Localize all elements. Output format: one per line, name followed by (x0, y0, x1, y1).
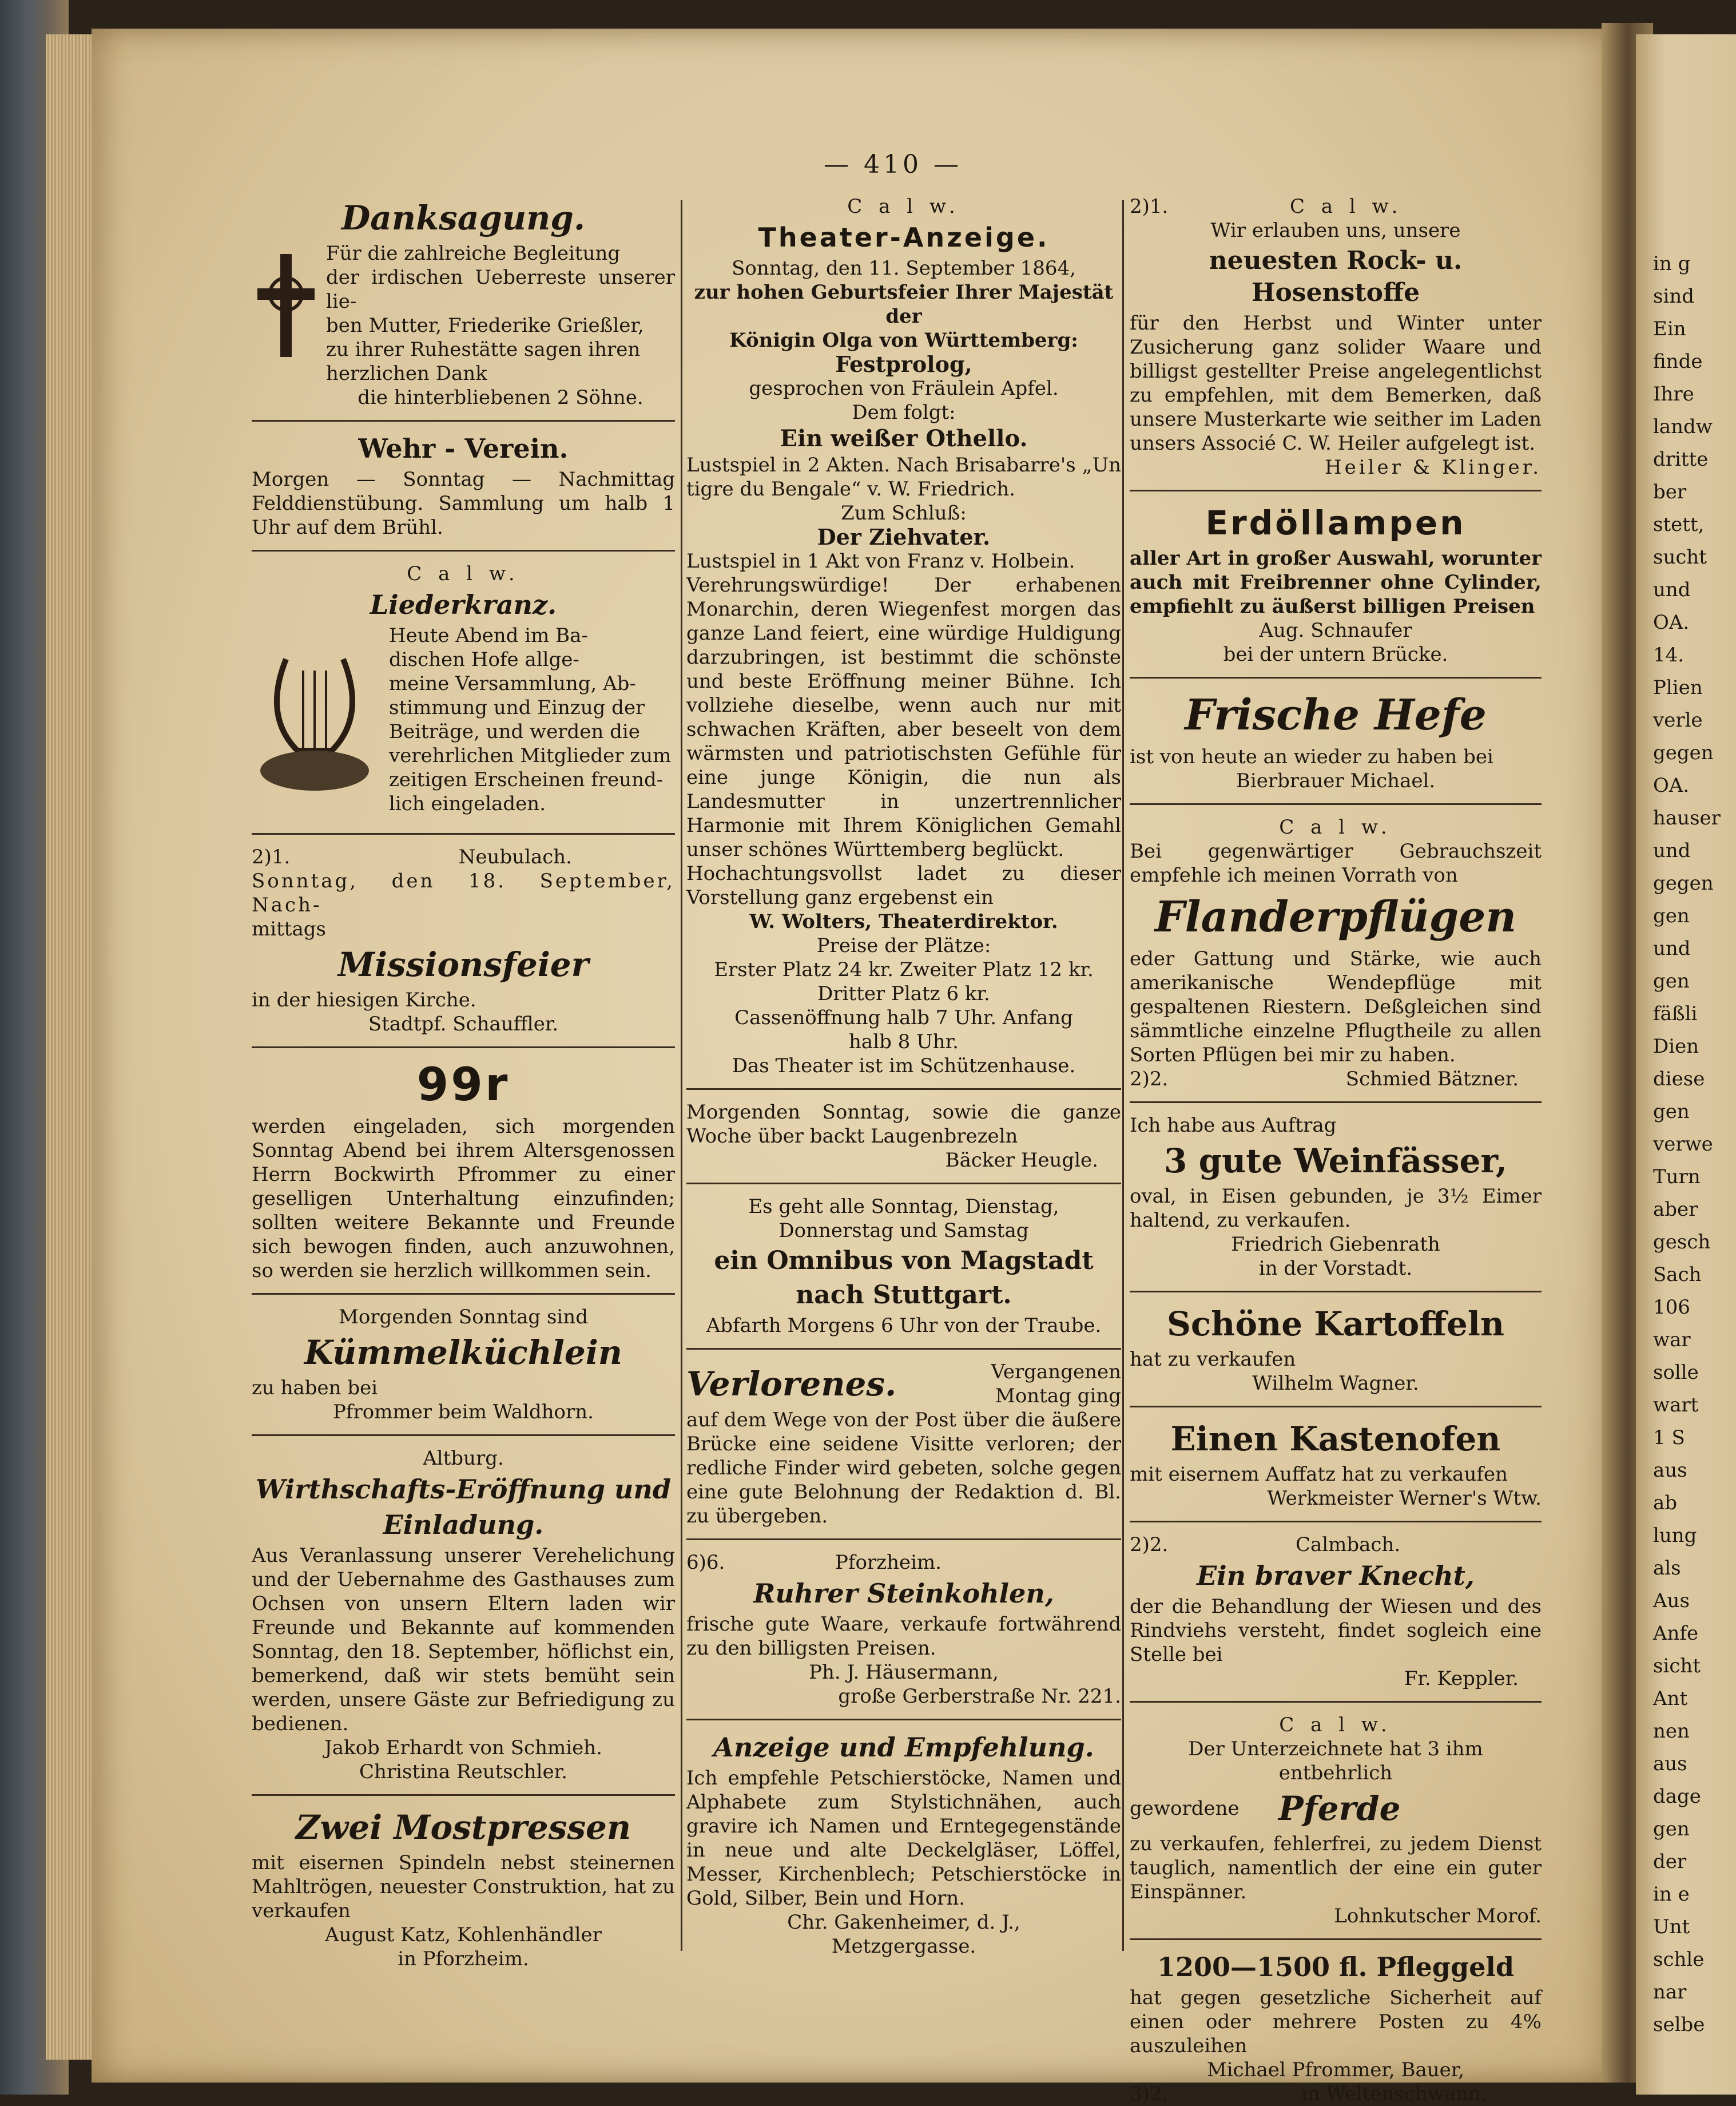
ad-liederkranz (252, 562, 675, 816)
facing-page-text-fragment: Ein (1653, 318, 1686, 340)
ad-text: aller Art in großer Auswahl, worunter auch mit Freibrenner ohne Cylinder, empfiehlt zu äußerst billigen Preisen (1130, 547, 1542, 618)
ad-signature: Metzgergasse. (831, 1935, 976, 1958)
ad-text: zur hohen Geburtsfeier Ihrer Majestät der (694, 281, 1114, 328)
ad-signature: die hinterbliebenen 2 Söhne. (357, 386, 643, 409)
facing-page-text-fragment: Unt (1653, 1915, 1690, 1938)
ad-text: in der hiesigen Kirche. (252, 989, 476, 1012)
ad-title: Wehr - Verein. (358, 433, 569, 464)
ad-99r (252, 1058, 675, 1283)
facing-page-text-fragment: verle (1653, 709, 1703, 732)
ad-title: nach Stuttgart. (796, 1280, 1012, 1310)
ad-pfleggeld (1130, 1950, 1542, 2106)
ad-text: Verehrungswürdige! Der erhabenen Monarchin, deren Wiegenfest morgen das ganze Land feiert, eine würdige Huldigung darzubringen, ist bestimmt die schönste und beste Eröffnung meiner Bühne. Ich vollziehe dieselbe, wenn auch nur mit schwachen Kräften, aber beseelt von dem wärmsten und patriotischsten Gefühle für eine junge Königin, die nun als Landesmutter in unzertrennlicher Harmonie mit Ihrem Königlichen Gemahl unser schönes Württemberg beglückt. (686, 574, 1121, 861)
ad-tag: 6)6. (686, 1551, 725, 1574)
ad-text: oval, in Eisen gebunden, je 3½ Eimer haltend, zu verkaufen. (1130, 1185, 1542, 1232)
ad-text: mit eisernen Spindeln nebst steinernen Mahltrögen, neuester Construktion, hat zu verkaufen (252, 1851, 675, 1922)
ad-text: Das Theater ist im Schützenhause. (732, 1054, 1076, 1077)
facing-page-text-fragment: aus (1653, 1752, 1687, 1775)
divider (252, 1046, 675, 1048)
facing-page-text-fragment: Ant (1653, 1687, 1688, 1710)
ad-kastenofen (1130, 1418, 1542, 1510)
ad-text: Donnerstag und Samstag (778, 1219, 1029, 1242)
ad-text: frische gute Waare, verkaufe fortwährend zu den billigsten Preisen. (686, 1613, 1121, 1660)
ad-text: Morgenden Sonntag, sowie die ganze Woche über backt Laugenbrezeln (686, 1101, 1121, 1148)
facing-page-text-fragment: 1 S (1653, 1426, 1685, 1449)
divider (1130, 490, 1542, 491)
facing-page-text-fragment: gen (1653, 905, 1690, 927)
ad-kuemmelkuechlein (252, 1305, 675, 1424)
text-line: dischen Hofe allge- (389, 648, 579, 671)
ad-title: Anzeige und Empfehlung. (713, 1732, 1094, 1763)
ad-title: Verlorenes. (686, 1365, 897, 1403)
lyre-icon (252, 636, 378, 796)
ad-title: ein Omnibus von Magstadt (714, 1246, 1094, 1275)
ad-text: eder Gattung und Stärke, wie auch amerikanische Wendepflüge mit gespaltenen Riestern. Deßgleichen sind sämmtliche einzelne Pflugtheile zu allen Sorten Pflügen bei mir zu haben. (1130, 947, 1542, 1066)
ad-signature: bei der untern Brücke. (1223, 643, 1448, 666)
text-line: der irdischen Ueberreste unserer lie- (326, 266, 675, 313)
ad-weinfaesser (1130, 1113, 1542, 1280)
ad-text: Erster Platz 24 kr. Zweiter Platz 12 kr. (714, 958, 1094, 981)
ad-text: Morgenden Sonntag sind (339, 1306, 588, 1328)
ad-text: mittags (252, 918, 326, 941)
ad-signature: Michael Pfrommer, Bauer, (1206, 2059, 1465, 2081)
ad-title: Schöne Kartoffeln (1166, 1304, 1505, 1343)
ad-text: gesprochen von Fräulein Apfel. (749, 377, 1059, 400)
facing-page-text-fragment: landw (1653, 415, 1713, 438)
ad-omnibus (686, 1195, 1121, 1338)
place-heading: C a l w. (1279, 816, 1392, 839)
ad-signature: Wilhelm Wagner. (1252, 1372, 1419, 1395)
ad-text: Königin Olga von Württemberg: (729, 329, 1078, 352)
ad-text: für den Herbst und Winter unter Zusicherung ganz solider Waare und billigst gestellter Preise angelegentlichst zu empfehlen, mit dem Bemerken, daß unsere Musterkarte wie seither im Laden unsers Associé C. W. Heiler aufgelegt ist. (1130, 312, 1542, 455)
ad-signature: August Katz, Kohlenhändler (325, 1923, 602, 1946)
ad-text: Lustspiel in 1 Akt von Franz v. Holbein. (686, 550, 1075, 573)
ad-signature: Friedrich Giebenrath (1231, 1233, 1440, 1256)
ad-signature: W. Wolters, Theaterdirektor. (749, 910, 1058, 933)
ad-signature: in Pforzheim. (398, 1948, 529, 1970)
facing-page-text-fragment: 106 (1653, 1296, 1690, 1319)
ad-title: 3 gute Weinfässer, (1164, 1141, 1507, 1180)
ad-title: 99r (416, 1058, 510, 1111)
divider (686, 1538, 1121, 1540)
ad-erdoellampen (1130, 502, 1542, 667)
divider (686, 1183, 1121, 1184)
ad-signature: Schmied Bätzner. (1345, 1068, 1519, 1090)
facing-page-text-fragment: ab (1653, 1492, 1678, 1514)
text-line: Heute Abend im Ba- (389, 624, 588, 647)
ad-title: Danksagung. (341, 199, 586, 237)
ad-title: Erdöllampen (1205, 503, 1466, 542)
ad-pferde (1130, 1713, 1542, 1928)
text-line: zu ihrer Ruhestätte sagen ihren (326, 338, 641, 361)
ad-theater (686, 195, 1121, 1078)
text-line: verehrlichen Mitglieder zum (389, 744, 672, 767)
ad-text: der die Behandlung der Wiesen und des Rindviehs versteht, findet sogleich eine Stelle bei (1130, 1595, 1542, 1666)
facing-page-text-fragment: selbe (1653, 2013, 1705, 2036)
facing-page-text-fragment: stett, (1653, 513, 1705, 536)
column-3 (1130, 195, 1542, 2106)
place-heading: C a l w. (1290, 195, 1403, 218)
ad-title: Ein braver Knecht, (1197, 1560, 1475, 1591)
divider (1130, 1521, 1542, 1522)
facing-page-text-fragment: lung (1653, 1524, 1697, 1547)
text-line: ben Mutter, Friederike Grießler, (326, 314, 644, 337)
place-heading: C a l w. (1279, 1714, 1392, 1736)
ad-title: Kümmelküchlein (304, 1333, 622, 1372)
ad-text: hat gegen gesetzliche Sicherheit auf einen oder mehrere Posten zu 4% auszuleihen (1130, 1986, 1542, 2057)
facing-page-text-fragment: schle (1653, 1948, 1705, 1971)
facing-page-text-fragment: wart (1653, 1394, 1699, 1417)
divider (686, 1088, 1121, 1090)
facing-page-text-fragment: und (1653, 578, 1691, 601)
place-heading: Calmbach. (1296, 1533, 1401, 1556)
divider (686, 1719, 1121, 1720)
ad-text: Abfarth Morgens 6 Uhr von der Traube. (706, 1314, 1102, 1337)
ad-text: halb 8 Uhr. (849, 1030, 959, 1053)
facing-page-text-fragment: dage (1653, 1785, 1701, 1808)
facing-page-text-fragment: nar (1653, 1981, 1687, 2004)
column-2 (686, 195, 1121, 1958)
divider (686, 1348, 1121, 1350)
facing-page-text-fragment: sicht (1653, 1655, 1701, 1677)
ad-text: Aus Veranlassung unserer Verehelichung und der Uebernahme des Gasthauses zum Ochsen von unsern Eltern laden wir Freunde und Bekannte auf kommenden Sonntag, den 18. September, höflichst ein, bemerkend, daß wir stets bemüht sein werden, unsere Gäste zur Befriedigung zu bedienen. (252, 1544, 675, 1735)
ad-subtitle: Ein weißer Othello. (780, 425, 1028, 452)
ad-subtitle: Festprolog, (835, 351, 972, 377)
ad-anzeige-empfehlung (686, 1731, 1121, 1958)
facing-page-text-fragment: war (1653, 1328, 1691, 1351)
divider (252, 1434, 675, 1436)
ad-danksagung (252, 197, 675, 410)
ad-text: Sonntag, den 11. September 1864, (732, 257, 1076, 280)
ad-text: Dem folgt: (852, 401, 956, 424)
facing-page-text-fragment: hauser (1653, 807, 1721, 830)
text-line: stimmung und Einzug der (389, 696, 645, 719)
ad-signature: Bierbrauer Michael. (1236, 770, 1436, 792)
divider (252, 1293, 675, 1295)
ad-signature: Heiler & Klinger. (1324, 456, 1542, 479)
ad-wehr-verein (252, 432, 675, 540)
divider (1130, 1701, 1542, 1703)
ad-signature: Christina Reutschler. (359, 1760, 567, 1783)
page-number: — 410 — (824, 150, 962, 179)
facing-page-text-fragment: gegen (1653, 741, 1714, 764)
divider (1130, 1938, 1542, 1940)
ad-mostpressen (252, 1806, 675, 1971)
facing-page-text-fragment: finde (1653, 350, 1703, 373)
text-line: herzlichen Dank (326, 362, 487, 385)
facing-page-text-fragment: der (1653, 1850, 1687, 1873)
ad-text: Es geht alle Sonntag, Dienstag, (748, 1195, 1059, 1218)
ad-title: Missionsfeier (337, 945, 589, 984)
ad-text: Zum Schluß: (841, 502, 967, 525)
ad-steinkohlen (686, 1550, 1121, 1708)
ad-text: ist von heute an wieder zu haben bei (1130, 745, 1493, 768)
ad-signature: Jakob Erhardt von Schmieh. (324, 1736, 602, 1759)
ad-title: 1200—1500 fl. Pfleggeld (1157, 1952, 1515, 1982)
place-heading: C a l w. (407, 562, 520, 585)
facing-page-text-fragment: sucht (1653, 546, 1707, 569)
ad-stoffe (1130, 195, 1542, 479)
place-heading: Altburg. (423, 1447, 504, 1470)
ad-signature: Stadtpf. Schauffler. (368, 1013, 559, 1036)
ad-signature: Werkmeister Werner's Wtw. (1267, 1487, 1542, 1510)
facing-page-text-fragment: aber (1653, 1198, 1698, 1221)
ad-signature: Fr. Keppler. (1404, 1667, 1519, 1690)
ad-text: Preise der Plätze: (816, 934, 991, 957)
ad-signature: Chr. Gakenheimer, d. J., (787, 1911, 1020, 1934)
facing-page-text-fragment: in g (1653, 252, 1691, 275)
ad-text: hat zu verkaufen (1130, 1348, 1296, 1371)
facing-page-text-fragment: gen (1653, 1100, 1690, 1123)
column-rule (681, 200, 682, 1951)
facing-page-text-fragment: Sach (1653, 1263, 1702, 1286)
facing-page-text-fragment: Aus (1653, 1589, 1690, 1612)
facing-page-text-fragment: gesch (1653, 1231, 1711, 1254)
ad-text: Ich empfehle Petschierstöcke, Namen und Alphabete zum Stylstichnähen, auch gravire ich Namen und Erntegegenstände in neue und alte Deckelgläser, Löffel, Messer, Kirchenblech; Petschierstöcke in Gold, Silber, Bein und Horn. (686, 1767, 1121, 1910)
facing-page-text-fragment: ber (1653, 481, 1687, 503)
divider (252, 833, 675, 835)
ad-signature: Lohnkutscher Morof. (1334, 1905, 1542, 1927)
ad-laugenbrezeln (686, 1100, 1121, 1172)
facing-page-text-fragment: fäßli (1653, 1002, 1698, 1025)
ad-signature: Ph. J. Häusermann, (809, 1661, 999, 1684)
place-heading: Pforzheim. (835, 1551, 942, 1574)
divider (1130, 1101, 1542, 1103)
text-line: Beiträge, und werden die (389, 720, 640, 743)
ad-knecht (1130, 1533, 1542, 1691)
ad-tag: 2)1. (1130, 195, 1169, 218)
ad-title: Frische Hefe (1185, 691, 1487, 740)
ad-title: Zwei Mostpressen (295, 1808, 631, 1847)
ad-missionsfeier (252, 845, 675, 1036)
text-line: meine Versammlung, Ab- (389, 672, 636, 695)
divider (1130, 1406, 1542, 1407)
divider (252, 550, 675, 552)
ad-pfluege (1130, 815, 1542, 1091)
ad-text: Vergangenen (991, 1361, 1121, 1383)
facing-page-text-fragment: aus (1653, 1459, 1687, 1482)
ad-title: Flanderpflügen (1154, 893, 1517, 942)
facing-page-text-fragment: als (1653, 1557, 1681, 1580)
ad-text: Sonntag, den 18. September, Nach- (252, 870, 675, 917)
ad-tag: 2)2. (1130, 1533, 1169, 1556)
facing-page-text-fragment: Dien (1653, 1035, 1699, 1058)
column-rule (1122, 200, 1124, 1951)
facing-page-text-fragment: Anfe (1653, 1622, 1699, 1645)
facing-page-text-fragment: Turn (1653, 1165, 1701, 1188)
ad-title: neuesten Rock- u. Hosenstoffe (1209, 246, 1463, 307)
ad-signature: Aug. Schnaufer (1259, 619, 1412, 642)
divider (252, 420, 675, 422)
ad-signature: Bäcker Heugle. (945, 1149, 1098, 1172)
facing-page-text-fragment: und (1653, 839, 1691, 862)
ad-text: auf dem Wege von der Post über die äußere Brücke eine seidene Visitte verloren; der redliche Finder wird gebeten, solche gegen eine gute Belohnung der Redaktion d. Bl. zu übergeben. (686, 1409, 1121, 1528)
ad-title: Pferde (1278, 1789, 1401, 1828)
ad-text: Dritter Platz 6 kr. (817, 982, 990, 1005)
ad-text: werden eingeladen, sich morgenden Sonntag Abend bei ihrem Altersgenossen Herrn Bockwirth Pfrommer zu einer geselligen Unterhaltung einzufinden; sollten weitere Bekannte und Freunde sich bewogen finden, auch anzuwohnen, so werden sie herzlich willkommen sein. (252, 1115, 675, 1282)
ad-title: Einladung. (383, 1509, 544, 1540)
ad-text: Bei gegenwärtiger Gebrauchszeit empfehle ich meinen Vorrath von (1130, 840, 1542, 887)
ad-signature: in der Vorstadt. (1258, 1257, 1413, 1280)
facing-page-text-fragment: 14. (1653, 644, 1685, 667)
facing-page-text-fragment: Plien (1653, 676, 1703, 699)
facing-page (1636, 34, 1736, 2095)
facing-page-text-fragment: solle (1653, 1361, 1699, 1384)
ad-text: Cassenöffnung halb 7 Uhr. Anfang (734, 1006, 1073, 1029)
ad-text: zu haben bei (252, 1377, 378, 1399)
ad-kartoffeln (1130, 1303, 1542, 1395)
facing-page-text-fragment: diese (1653, 1068, 1705, 1090)
ad-text: Hochachtungsvollst ladet zu dieser Vorstellung ganz ergebenst ein (686, 862, 1121, 909)
ad-hefe (1130, 689, 1542, 793)
facing-page-text-fragment: in e (1653, 1883, 1690, 1906)
ad-text: Montag ging (995, 1385, 1121, 1407)
facing-page-text-fragment: verwe (1653, 1133, 1713, 1156)
text-line: Für die zahlreiche Begleitung (326, 242, 621, 265)
ad-tag: 2)2. (1130, 1068, 1169, 1090)
divider (252, 1794, 675, 1796)
ad-subtitle: Der Ziehvater. (817, 524, 991, 550)
ad-tag: 2)1. (252, 846, 291, 868)
divider (1130, 677, 1542, 679)
ad-signature: Pfrommer beim Waldhorn. (333, 1401, 594, 1423)
facing-page-text-fragment: dritte (1653, 448, 1709, 471)
ad-text: mit eisernem Auffatz hat zu verkaufen (1130, 1463, 1508, 1486)
ad-wirthschaft (252, 1446, 675, 1784)
place-heading: Neubulach. (458, 846, 572, 868)
ad-text: Wir erlauben uns, unsere (1210, 219, 1461, 242)
divider (1130, 803, 1542, 805)
place-heading: C a l w. (847, 195, 960, 218)
ad-text: Morgen — Sonntag — Nachmittag Felddienstübung. Sammlung um halb 1 Uhr auf dem Brühl. (252, 468, 675, 539)
ad-tag: 3)2. (1130, 2083, 1169, 2105)
ad-title: Einen Kastenofen (1170, 1419, 1501, 1458)
text-line: lich eingeladen. (389, 792, 546, 815)
cross-icon (252, 248, 320, 363)
ad-title: Ruhrer Steinkohlen, (753, 1578, 1054, 1609)
divider (1130, 1291, 1542, 1292)
ad-signature: große Gerberstraße Nr. 221. (838, 1685, 1121, 1708)
ad-text: gewordene (1130, 1797, 1240, 1820)
ad-title: Wirthschafts-Eröffnung und (255, 1474, 672, 1505)
text-line: zeitigen Erscheinen freund- (389, 768, 664, 791)
ad-text: zu verkaufen, fehlerfrei, zu jedem Dienst tauglich, namentlich der eine ein guter Einspänner. (1130, 1833, 1542, 1903)
facing-page-text-fragment: gen (1653, 1818, 1690, 1841)
facing-page-text-fragment: nen (1653, 1720, 1690, 1743)
column-1 (252, 195, 675, 1971)
facing-page-text-fragment: OA. (1653, 611, 1690, 634)
ad-verlorenes (686, 1360, 1121, 1528)
facing-page-text-fragment: OA. (1653, 774, 1690, 797)
ad-title: Liederkranz. (370, 589, 557, 620)
facing-page-text-fragment: Ihre (1653, 383, 1694, 406)
ad-title: Theater-Anzeige. (758, 222, 1050, 253)
ad-text: Ich habe aus Auftrag (1130, 1114, 1337, 1137)
facing-page-text-fragment: gegen (1653, 872, 1714, 895)
ad-signature: in Weltenschwann. (1301, 2083, 1487, 2105)
ad-text: Der Unterzeichnete hat 3 ihm entbehrlich (1188, 1738, 1483, 1784)
facing-page-text-fragment: gen (1653, 970, 1690, 993)
facing-page-text-fragment: sind (1653, 285, 1694, 308)
facing-page-text-fragment: und (1653, 937, 1691, 960)
ad-text: Lustspiel in 2 Akten. Nach Brisabarre's „Un tigre du Bengale“ v. W. Friedrich. (686, 454, 1121, 501)
